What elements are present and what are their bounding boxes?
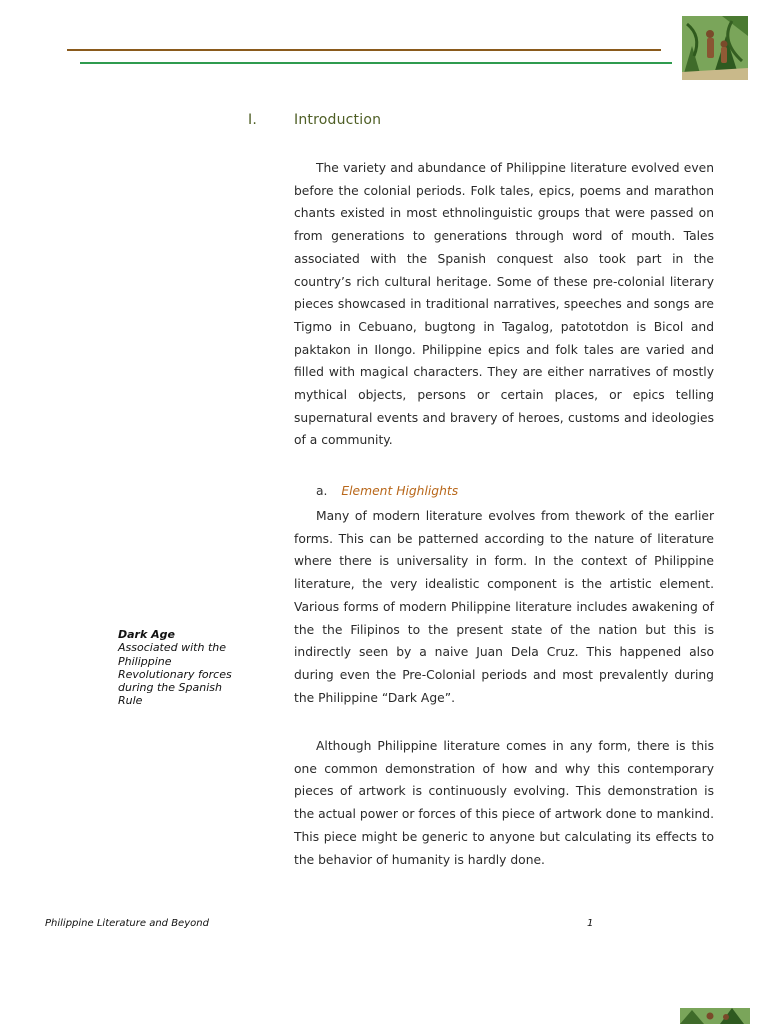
margin-note (118, 628, 248, 708)
corner-illustration-bottom (680, 1008, 750, 1024)
intro-paragraph: The variety and abundance of Philippine literature evolved even before the colonial periods. Folk tales, epics, poems and marathon chants existed in most ethnolinguistic groups that were passed on from generations to generations through word of mouth. Tales associated with the Spanish conquest also took part in the country’s rich cultural heritage. Some of these pre-colonial literary pieces showcased in traditional narratives, speeches and songs are Tigmo in Cebuano, bugtong in Tagalog, patototdon is Bicol and paktakon in Ilongo. Philippine epics and folk tales are varied and filled with magical characters. They are either narratives of mostly mythical objects, persons or certain places, or epics telling supernatural events and bravery of heroes, customs and ideologies of a community. (294, 161, 714, 448)
section-number: I. (248, 112, 257, 128)
subsection-heading (316, 484, 458, 498)
subsection-letter: a. (316, 484, 328, 498)
footer-page-number: 1 (587, 918, 594, 929)
corner-illustration (682, 16, 748, 80)
subsection-title: Element Highlights (341, 484, 459, 498)
closing-paragraph: Although Philippine literature comes in any form, there is this one common demonstration of how and why this contemporary pieces of artwork is continuously evolving. This demonstration is the actual power or forces of this piece of artwork done to mankind. This piece might be generic to anyone but calculating its effects to the behavior of humanity is hardly done. (294, 739, 714, 867)
header-rule-green (80, 62, 672, 64)
margin-note-term: Dark Age (118, 628, 175, 641)
section-title: Introduction (294, 112, 382, 128)
margin-note-definition: Associated with the Philippine Revolutionary forces during the Spanish Rule (118, 641, 232, 708)
footer-book-title: Philippine Literature and Beyond (45, 918, 209, 929)
header-rule-brown (67, 49, 661, 51)
element-highlights-paragraph: Many of modern literature evolves from thework of the earlier forms. This can be patterned according to the nature of literature where there is universality in form. In the context of Philippine literature, the very idealistic component is the artistic element. Various forms of modern Philippine literature includes awakening of the the Filipinos to the present state of the nation but this is indirectly seen by a naive Juan Dela Cruz. This happened also during even the Pre-Colonial periods and most prevalently during the Philippine “Dark Age”. (294, 509, 714, 705)
